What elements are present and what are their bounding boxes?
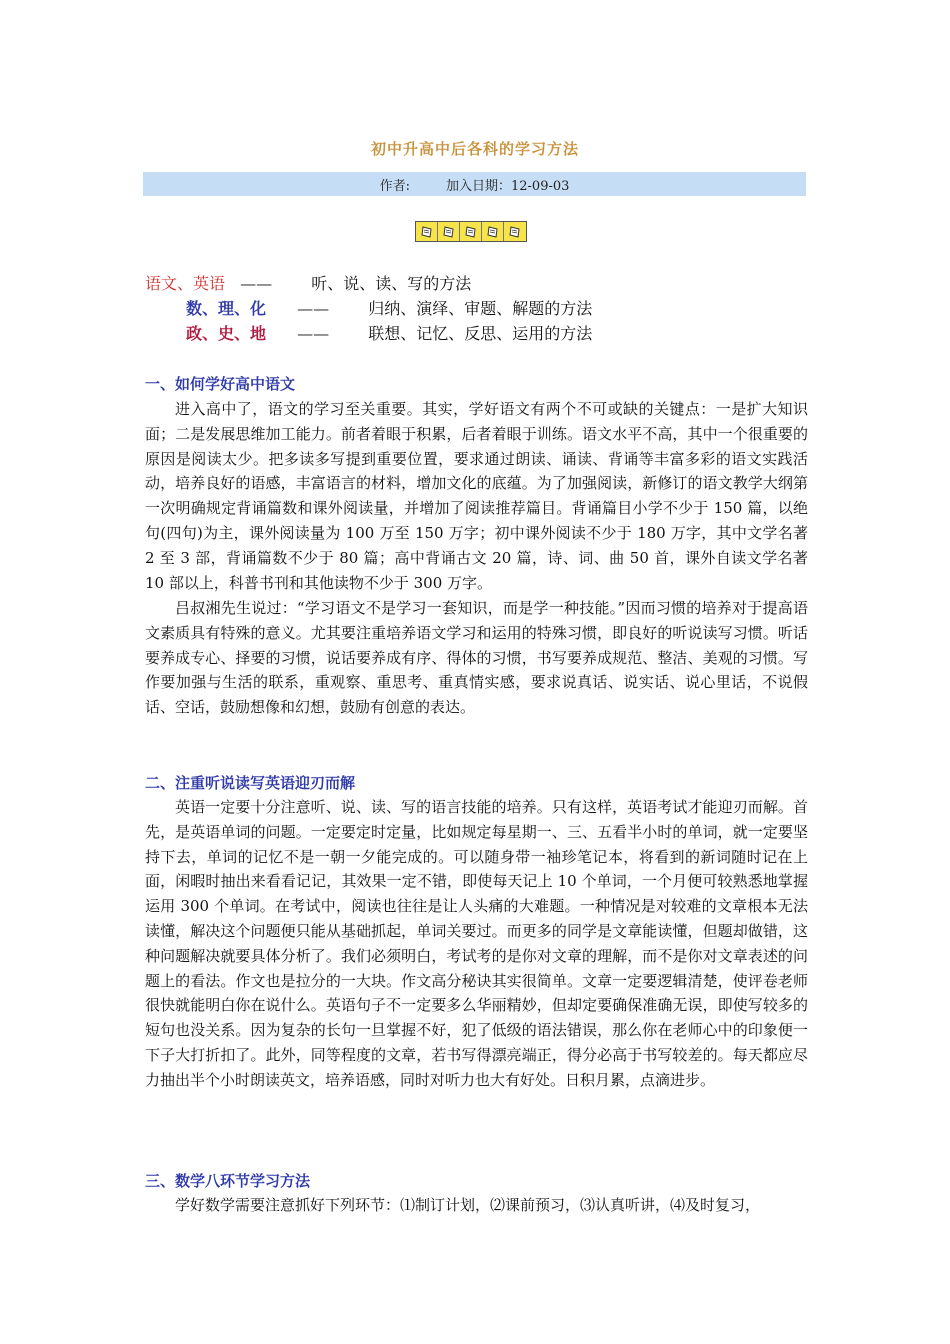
- summary-row-1: [145, 272, 471, 296]
- article-meta-bar: [143, 172, 806, 196]
- scroll-icon: [504, 222, 526, 241]
- summary-row-3: [186, 322, 592, 346]
- summary-dash-2: ——: [297, 299, 330, 318]
- summary-method-3: 联想、记忆、反思、运用的方法: [368, 324, 593, 343]
- summary-method-2: 归纳、演绎、审题、解题的方法: [368, 299, 593, 318]
- date-label: 加入日期：12-09-03: [445, 178, 570, 194]
- section-3-paragraph-1: 学好数学需要注意抓好下列环节：⑴制订计划，⑵课前预习，⑶认真听讲，⑷及时复习，: [175, 1196, 761, 1214]
- section-2-paragraph-1: 英语一定要十分注意听、说、读、写的语言技能的培养。只有这样，英语考试才能迎刃而解。首先，是英语单词的问题。一定要定时定量，比如规定每星期一、三、五看半小时的单词，就一定要坚持下去，单词的记忆不是一朝一夕能完成的。可以随身带一袖珍笔记本，将看到的新词随时记在上面，闲暇时抽出来看看记记，其效果一定不错，即使每天记上 10 个单词，一个月便可较熟悉地掌握运用 300 个单词。在考试中，阅读也往往是让人头痛的大难题。一种情况是对较难的文章根本无法读懂，解决这个问题便只能从基础抓起，单词关要过。而更多的同学是文章能读懂，但题却做错，这种问题解决就要具体分析了。我们必须明白，考试考的是你对文章的理解，而不是你对文章表述的问题上的看法。作文也是拉分的一大块。作文高分秘诀其实很简单。文章一定要逻辑清楚，使评卷老师很快就能明白你在说什么。英语句子不一定要多么华丽精妙，但却定要确保准确无误，即使写较多的短句也没关系。因为复杂的长句一旦掌握不好，犯了低级的语法错误，那么你在老师心中的印象便一下子大打折扣了。此外，同等程度的文章，若书写得漂亮端正，得分必高于书写较差的。每天都应尽力抽出半个小时朗读英文，培养语感，同时对听力也大有好处。日积月累，点滴进步。: [145, 798, 808, 1089]
- section-1-heading: 一、如何学好高中语文: [145, 375, 296, 393]
- section-3-heading: 三、数学八环节学习方法: [145, 1172, 311, 1190]
- scroll-icon: [416, 222, 438, 241]
- scroll-icon: [460, 222, 482, 241]
- summary-subject-2: 数、理、化: [186, 299, 267, 318]
- summary-row-2: [186, 297, 592, 321]
- icon-strip: [415, 221, 527, 242]
- summary-dash-3: ——: [297, 324, 330, 343]
- section-2-heading: 二、注重听说读写英语迎刃而解: [145, 774, 356, 792]
- summary-dash-1: ——: [240, 274, 273, 293]
- section-1-paragraph-2: 吕叔湘先生说过：“学习语文不是学习一套知识，而是学一种技能。”因而习惯的培养对于提高语文素质具有特殊的意义。尤其要注重培养语文学习和运用的特殊习惯，即良好的听说读写习惯。听话要养成专心、择要的习惯，说话要养成有序、得体的习惯，书写要养成规范、整洁、美观的习惯。写作要加强与生活的联系，重观察、重思考、重真情实感，要求说真话、说实话、说心里话，不说假话、空话，鼓励想像和幻想，鼓励有创意的表达。: [145, 599, 808, 717]
- author-label: 作者:: [379, 178, 410, 194]
- article-title: 初中升高中后各科的学习方法: [370, 140, 579, 158]
- summary-subject-3: 政、史、地: [186, 324, 267, 343]
- summary-method-1: 听、说、读、写的方法: [311, 274, 472, 293]
- scroll-icon: [438, 222, 460, 241]
- summary-subject-1: 语文、英语: [145, 274, 226, 293]
- section-1-paragraph-1: 进入高中了，语文的学习至关重要。其实，学好语文有两个不可或缺的关键点：一是扩大知识面；二是发展思维加工能力。前者着眼于积累，后者着眼于训练。语文水平不高，其中一个很重要的原因是阅读太少。把多读多写提到重要位置，要求通过朗读、诵读、背诵等丰富多彩的语文实践活动，培养良好的语感，丰富语言的材料，增加文化的底蕴。为了加强阅读，新修订的语文教学大纲第一次明确规定背诵篇数和课外阅读量，并增加了阅读推荐篇目。背诵篇目小学不少于 150 篇，以绝句(四句)为主，课外阅读量为 100 万至 150 万字；初中课外阅读不少于 180 万字，其中文学名著 2 至 3 部，背诵篇数不少于 80 篇；高中背诵古文 20 篇，诗、词、曲 50 首，课外自读文学名著 10 部以上，科普书刊和其他读物不少于 300 万字。: [145, 400, 808, 592]
- scroll-icon: [482, 222, 504, 241]
